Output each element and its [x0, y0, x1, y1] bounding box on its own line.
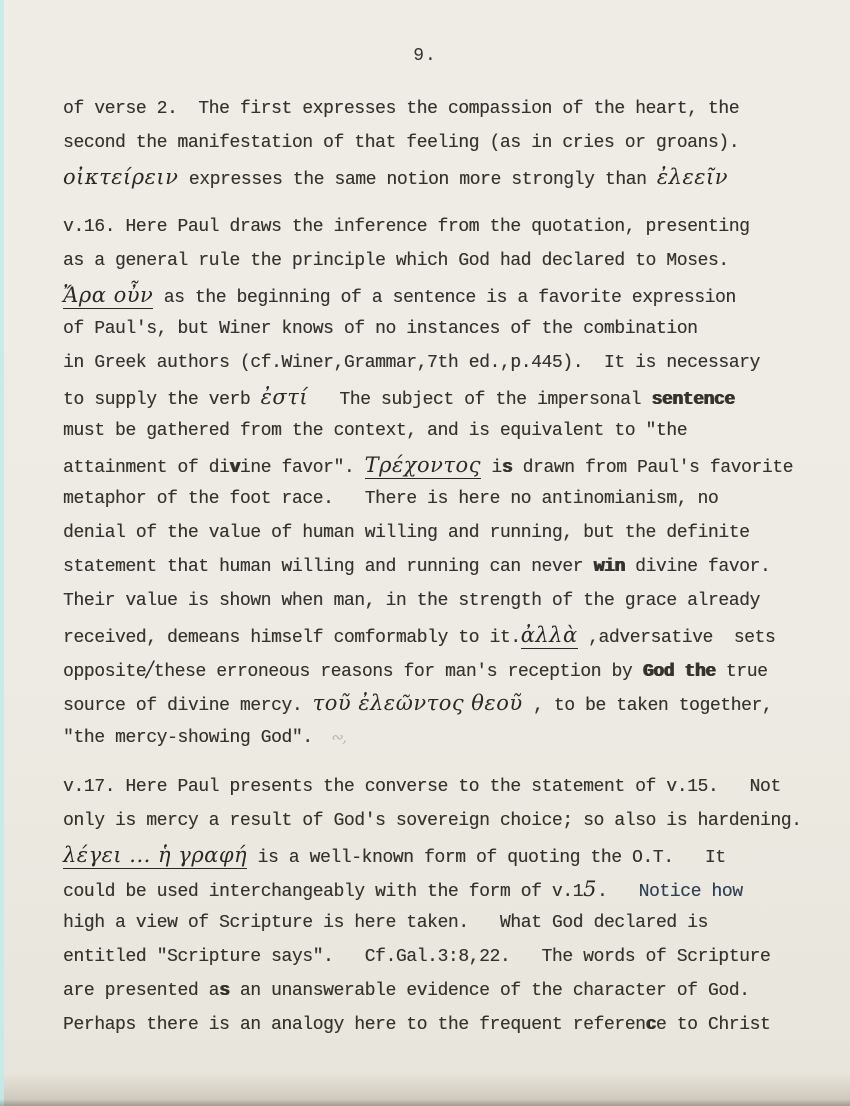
typed-text: only is mercy a result of God's sovereign choice; so also is hardening.	[63, 811, 802, 831]
greek-handwriting: οἰκτείρειν	[63, 165, 179, 189]
typed-text: true	[715, 662, 768, 682]
typed-text: high a view of Scripture is here taken. What God declared is	[63, 913, 708, 933]
typed-text: entitled "Scripture says". Cf.Gal.3:8,22. The words of Scripture	[63, 947, 771, 967]
paragraph-3	[63, 770, 803, 1042]
text-line	[63, 618, 803, 652]
typed-text: denial of the value of human willing and running, but the definite	[63, 523, 750, 543]
typed-text: are presented a	[63, 981, 220, 1001]
typed-text: attainment of di	[63, 458, 230, 478]
typed-text: as a general rule the principle which God had declared to Moses.	[63, 251, 729, 271]
typed-text: source of divine mercy.	[63, 696, 313, 716]
typed-text: opposite	[63, 662, 147, 682]
text-line	[63, 550, 803, 584]
paragraph-1	[63, 92, 803, 194]
typed-text: must be gathered from the context, and is equivalent to "the	[63, 421, 688, 441]
text-line	[63, 92, 803, 126]
typed-text: v.17. Here Paul presents the converse to the statement of v.15. Not	[63, 777, 781, 797]
text-line	[63, 770, 803, 804]
text-line	[63, 872, 803, 906]
greek-handwriting: ἐλεεῖν	[656, 165, 728, 189]
page-number: 9.	[413, 46, 437, 66]
text-line	[63, 1008, 803, 1042]
ink-correction: /	[146, 657, 154, 681]
typed-text: "the mercy-showing God".	[63, 728, 313, 748]
typed-text: e to Christ	[655, 1015, 771, 1035]
typed-text: second the manifestation of that feeling (as in cries or groans).	[63, 133, 740, 153]
typed-text: is a well-known form of quoting the O.T. It	[247, 848, 726, 868]
text-line	[63, 380, 803, 414]
text-line	[63, 906, 803, 940]
scan-edge-shadow	[0, 1099, 850, 1106]
text-line	[63, 482, 803, 516]
blue-typed-text: Notice how	[607, 882, 743, 902]
ink-correction: 5	[583, 877, 597, 901]
typed-text: as the beginning of a sentence is a favorite expression	[153, 288, 736, 308]
text-line	[63, 160, 803, 194]
typed-text: of verse 2. The first expresses the compassion of the heart, the	[63, 99, 740, 119]
text-line	[63, 126, 803, 160]
text-line	[63, 210, 803, 244]
greek-handwriting: τοῦ ἐλεῶντος θεοῦ	[312, 691, 523, 715]
text-line	[63, 940, 803, 974]
overtyped-correction: s	[501, 458, 513, 478]
text-line	[63, 346, 803, 380]
text-line	[63, 686, 803, 720]
text-line	[63, 414, 803, 448]
typed-text: received, demeans himself comformably to it.	[63, 628, 521, 648]
greek-handwriting-underlined: ἀλλὰ	[520, 623, 578, 647]
typed-text: i	[480, 458, 502, 478]
paragraph-2	[63, 210, 803, 754]
document-body	[63, 92, 803, 1042]
overtyped-correction: c	[645, 1015, 656, 1035]
overtyped-correction: God the	[642, 662, 716, 682]
overtyped-correction: s	[219, 981, 230, 1001]
pencil-smudge: ∾,	[312, 728, 347, 746]
scan-edge-artifact	[0, 0, 4, 1106]
text-line	[63, 804, 803, 838]
typed-text: of Paul's, but Winer knows of no instances of the combination	[63, 319, 698, 339]
greek-handwriting-underlined: Ἄρα οὖν	[63, 283, 154, 307]
typed-text: , to be taken together,	[522, 696, 773, 716]
text-line	[63, 584, 803, 618]
typed-text: an unanswerable evidence of the character of God.	[229, 981, 750, 1001]
typed-text: Perhaps there is an analogy here to the frequent referen	[63, 1015, 646, 1035]
typed-text: divine favor.	[624, 557, 771, 577]
text-line	[63, 838, 803, 872]
typed-text: ine favor".	[239, 458, 365, 478]
typed-text: v.16. Here Paul draws the inference from the quotation, presenting	[63, 217, 750, 237]
typed-text: The subject of the impersonal	[308, 390, 652, 410]
overtyped-correction: win	[593, 557, 625, 577]
typed-text: metaphor of the foot race. There is here no antinomianism, no	[63, 489, 719, 509]
typed-text: to supply the verb	[63, 390, 261, 410]
typed-text: statement that human willing and running can never	[63, 557, 594, 577]
typed-text: drawn from Paul's favorite	[512, 458, 794, 478]
typed-text: in Greek authors (cf.Winer,Grammar,7th ed.,p.445). It is necessary	[63, 353, 760, 373]
greek-handwriting: ἐστί	[260, 385, 309, 409]
text-line	[63, 278, 803, 312]
text-line	[63, 244, 803, 278]
overtyped-correction: sentence	[651, 390, 735, 410]
typed-text: ,adversative sets	[577, 628, 776, 648]
text-line	[63, 312, 803, 346]
overtyped-correction: v	[229, 458, 240, 478]
typed-text: these erroneous reasons for man's reception by	[153, 662, 643, 682]
typed-text: could be used interchangeably with the form of v.1	[63, 882, 584, 902]
typed-text: .	[596, 882, 608, 902]
greek-handwriting-underlined: Τρέχοντος	[364, 453, 481, 477]
text-line	[63, 720, 803, 754]
typed-text: Their value is shown when man, in the strength of the grace already	[63, 591, 760, 611]
text-line	[63, 974, 803, 1008]
typed-text: expresses the same notion more strongly than	[178, 170, 657, 190]
greek-handwriting-underlined: λέγει ... ἡ γραφή	[63, 843, 248, 867]
text-line	[63, 448, 803, 482]
text-line	[63, 652, 803, 686]
text-line	[63, 516, 803, 550]
